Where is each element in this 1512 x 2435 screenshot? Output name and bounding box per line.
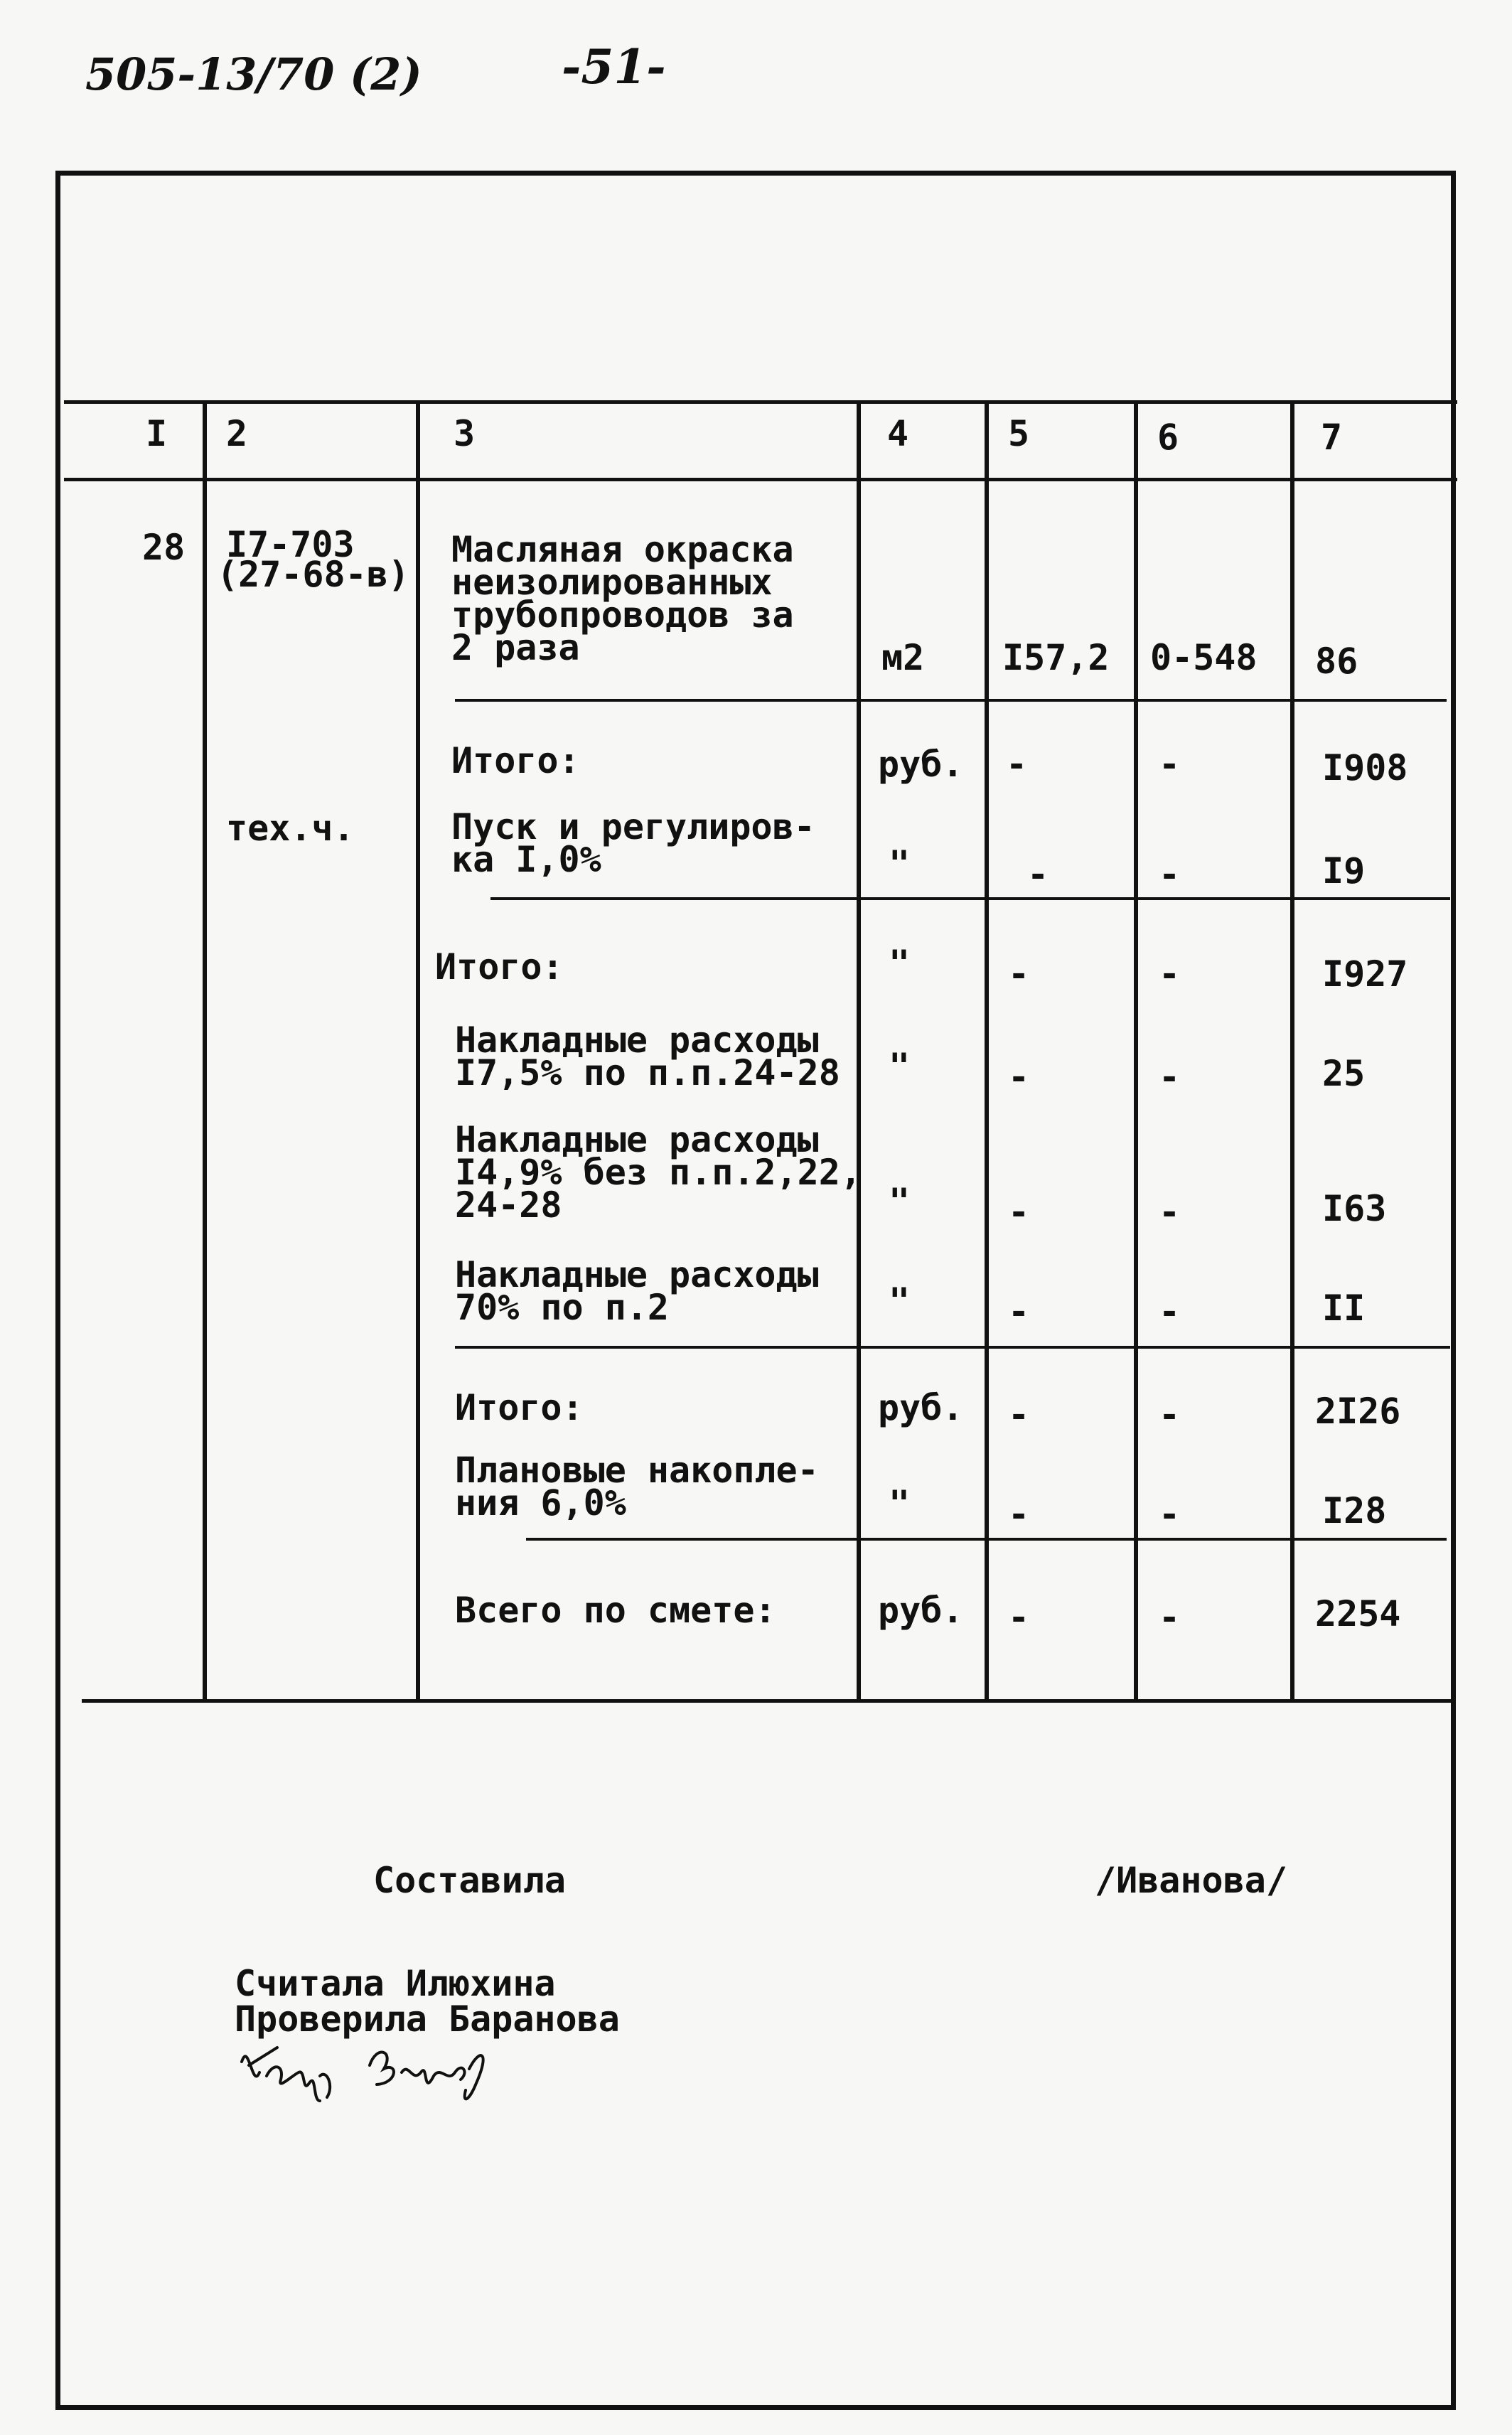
col-divider-4 <box>985 402 989 1701</box>
row-total: I927 <box>1322 953 1408 995</box>
row-description: Масляная окраска неизолированных трубопроводов за 2 раза <box>451 529 794 668</box>
row-total: 2254 <box>1315 1593 1401 1634</box>
row-quantity: - <box>1008 953 1030 995</box>
document-code: 505-13/70 (2) <box>85 48 422 100</box>
col-header-6: 6 <box>1157 417 1179 458</box>
row-unit: м2 <box>881 637 925 678</box>
row-quantity: - <box>1008 1597 1030 1638</box>
row-price: - <box>1159 1394 1181 1435</box>
row-quantity: - <box>1006 744 1028 785</box>
row-description: Итого: <box>435 946 564 988</box>
row-separator <box>526 1538 1447 1541</box>
row-unit: " <box>889 1280 911 1322</box>
col-divider-3 <box>857 402 861 1701</box>
row-total: I9 <box>1322 850 1366 892</box>
row-unit: руб. <box>878 1387 964 1428</box>
row-quantity: - <box>1008 1291 1030 1332</box>
row-description: Накладные расходы I7,5% по п.п.24-28 <box>455 1020 840 1093</box>
composed-by-label: Составила <box>373 1860 566 1901</box>
row-separator <box>455 1346 1450 1349</box>
row-unit: " <box>889 1483 911 1524</box>
composed-by-name: /Иванова/ <box>1095 1860 1287 1901</box>
row-total: I908 <box>1322 747 1408 788</box>
row-price: - <box>1159 1291 1181 1332</box>
row-unit: " <box>889 843 911 884</box>
row-total: 86 <box>1315 641 1358 682</box>
row-quantity: - <box>1008 1494 1030 1535</box>
row-quantity: I57,2 <box>1002 637 1110 678</box>
row-total: 2I26 <box>1315 1391 1401 1432</box>
col-divider-2 <box>416 402 420 1701</box>
header-bottom-line <box>64 478 1457 481</box>
table-top-line <box>64 400 1457 404</box>
row-quantity: - <box>1008 1056 1030 1098</box>
row-price: - <box>1159 1494 1181 1535</box>
row-unit: руб. <box>878 744 964 785</box>
row-quantity: - <box>1008 1394 1030 1435</box>
col-divider-6 <box>1290 402 1294 1701</box>
row-quantity: - <box>1008 1192 1030 1233</box>
row-number: 28 <box>142 527 186 568</box>
norm-code: I7-703 <box>226 524 355 565</box>
row-separator <box>490 897 1450 900</box>
row-unit: руб. <box>878 1590 964 1631</box>
signature-image <box>235 2033 519 2112</box>
row-price: - <box>1159 744 1181 785</box>
col-divider-5 <box>1134 402 1138 1701</box>
row-description: Всего по смете: <box>455 1590 776 1631</box>
row-price: - <box>1159 854 1181 895</box>
row-description: Итого: <box>451 740 580 781</box>
col-header-2: 2 <box>226 413 248 454</box>
row-unit: " <box>889 1046 911 1087</box>
norm-code-ref: (27-68-в) <box>217 554 409 595</box>
col-header-5: 5 <box>1008 413 1030 454</box>
counted-by: Считала Илюхина <box>235 1963 556 2004</box>
row-description: Накладные расходы 70% по п.2 <box>455 1254 819 1328</box>
row-quantity: - <box>1027 854 1049 895</box>
row-price: - <box>1159 953 1181 995</box>
tech-note: тех.ч. <box>226 808 355 849</box>
col-header-3: 3 <box>454 413 476 454</box>
row-price: - <box>1159 1192 1181 1233</box>
row-price: 0-548 <box>1150 637 1258 678</box>
col-header-4: 4 <box>887 413 909 454</box>
row-total: I63 <box>1322 1188 1387 1229</box>
row-price: - <box>1159 1056 1181 1098</box>
row-price: - <box>1159 1597 1181 1638</box>
row-description: Пуск и регулиров- ка I,0% <box>451 806 815 880</box>
row-total: II <box>1322 1288 1366 1329</box>
page-number: -51- <box>562 39 666 95</box>
row-total: 25 <box>1322 1053 1366 1094</box>
row-description: Накладные расходы I4,9% без п.п.2,22, 24-28 <box>455 1119 862 1226</box>
col-header-7: 7 <box>1321 417 1343 458</box>
row-total: I28 <box>1322 1490 1387 1531</box>
row-unit: " <box>889 943 911 984</box>
row-unit: " <box>889 1181 911 1222</box>
table-bottom-line <box>82 1699 1454 1703</box>
checked-by: Проверила Баранова <box>235 1998 620 2040</box>
col-divider-1 <box>203 402 207 1701</box>
row-separator <box>455 699 1447 702</box>
row-description: Итого: <box>455 1387 584 1428</box>
row-description: Плановые накопле- ния 6,0% <box>455 1450 819 1524</box>
col-header-1: I <box>146 413 168 454</box>
